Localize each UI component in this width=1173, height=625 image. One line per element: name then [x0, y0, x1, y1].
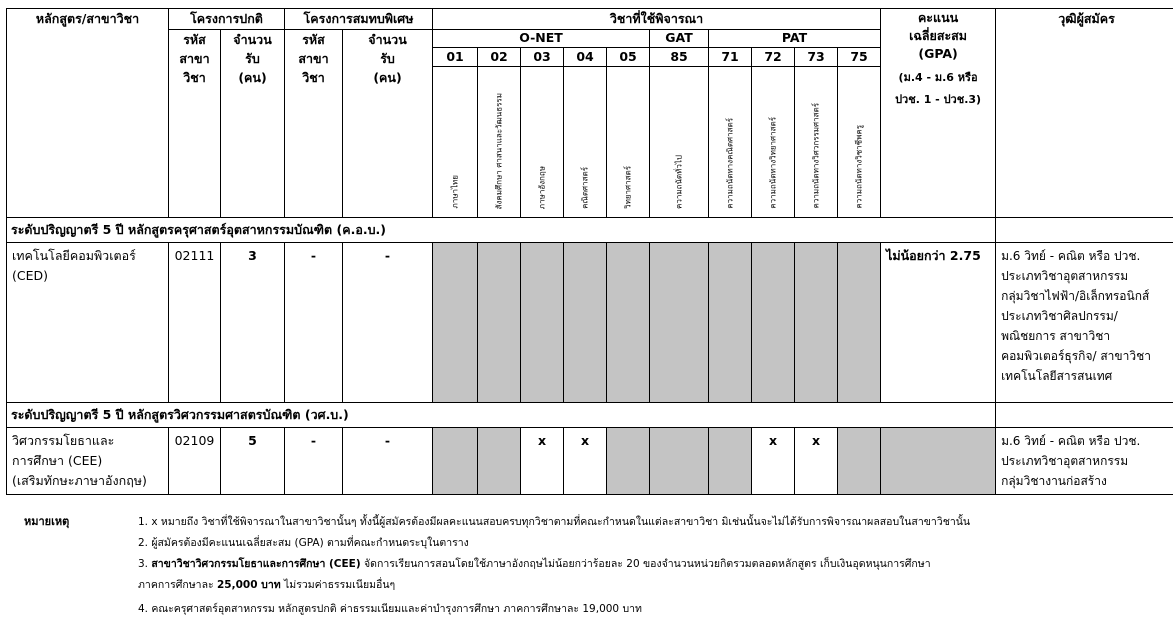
subject-mark: x — [521, 428, 564, 495]
gpa-requirement: ไม่น้อยกว่า 2.75 — [881, 243, 996, 403]
admission-table — [6, 8, 1173, 495]
subject-mark — [478, 243, 521, 403]
program-seats: 5 — [221, 428, 285, 495]
subject-name-label: วิทยาศาสตร์ — [623, 166, 633, 209]
gpa-sub-label: (ม.4 - ม.6 หรือ ปวช. 1 - ปวช.3) — [881, 67, 996, 218]
subject-mark: x — [795, 428, 838, 495]
subject-name-02 — [478, 67, 521, 218]
notes-label: หมายเหตุ — [24, 515, 70, 528]
special-seats: - — [343, 243, 433, 403]
subject-name-label: ความถนัดทางวิศวกรรมศาสตร์ — [811, 103, 821, 209]
subject-mark — [564, 243, 607, 403]
subject-code-04: 04 — [564, 48, 607, 67]
subject-name-05 — [607, 67, 650, 218]
subject-code-02: 02 — [478, 48, 521, 67]
subject-name-label: ความถนัดทางคณิตศาสตร์ — [725, 118, 735, 209]
subject-name-label: ภาษาไทย — [450, 175, 460, 209]
subject-mark — [607, 243, 650, 403]
subject-mark: x — [564, 428, 607, 495]
onet-label: O-NET — [433, 30, 650, 48]
subject-code-72: 72 — [752, 48, 795, 67]
subject-mark — [521, 243, 564, 403]
program-code: 02111 — [169, 243, 221, 403]
subject-code-71: 71 — [709, 48, 752, 67]
regular-code-label: รหัส สาขา วิชา — [169, 30, 221, 218]
subject-name-72 — [752, 67, 795, 218]
subject-name-75 — [838, 67, 881, 218]
header-course: หลักสูตร/สาขาวิชา — [7, 9, 169, 218]
subject-name-label: คณิตศาสตร์ — [580, 167, 590, 209]
subject-name-71 — [709, 67, 752, 218]
note-1: 1. x หมายถึง วิชาที่ใช้พิจารณาในสาขาวิชานั้นๆ ทั้งนี้ผู้สมัครต้องมีผลคะแนนสอบครบทุกวิชาตามที่คณะกำหนดในแต่ละสาขาวิชา มิเช่นนั้นจะไม่ได้รับการพิจารณาผลสอบในสาขาวิชานั้น — [138, 516, 971, 528]
subject-name-label: ความถนัดทางวิทยาศาสตร์ — [768, 117, 778, 209]
subject-mark — [709, 243, 752, 403]
subject-name-73 — [795, 67, 838, 218]
subject-mark — [433, 243, 478, 403]
header-special: โครงการสมทบพิเศษ — [285, 9, 433, 30]
note-2: 2. ผู้สมัครต้องมีคะแนนเฉลี่ยสะสม (GPA) ตามที่คณะกำหนดระบุในตาราง — [138, 537, 469, 549]
subject-name-label: ความถนัดทั่วไป — [674, 155, 684, 209]
subject-code-75: 75 — [838, 48, 881, 67]
subject-code-01: 01 — [433, 48, 478, 67]
subject-mark — [838, 243, 881, 403]
subject-code-05: 05 — [607, 48, 650, 67]
table-row — [7, 243, 1173, 403]
note-3: 3. สาขาวิชาวิศวกรรมโยธาและการศึกษา (CEE) จัดการเรียนการสอนโดยใช้ภาษาอังกฤษไม่น้อยกว่าร้อยละ 20 ของจำนวนหน่วยกิตรวมตลอดหลักสูตร เก็บเงินอุดหนุนการศึกษา — [138, 558, 931, 570]
subject-mark — [478, 428, 521, 495]
subject-name-label: สังคมศึกษา ศาสนาและวัฒนธรรม — [494, 92, 504, 209]
subject-name-label: ภาษาอังกฤษ — [537, 165, 547, 209]
subject-mark — [650, 243, 709, 403]
note-4: 4. คณะครุศาสตร์อุตสาหกรรม หลักสูตรปกติ ค่าธรรมเนียมและค่าบำรุงการศึกษา ภาคการศึกษาละ 19,000 บาท — [138, 603, 642, 615]
header-regular: โครงการปกติ — [169, 9, 285, 30]
section-blank — [996, 403, 1173, 428]
special-code: - — [285, 243, 343, 403]
header-qualification: วุฒิผู้สมัคร — [996, 9, 1173, 218]
subject-name-04 — [564, 67, 607, 218]
regular-seats-label: จำนวน รับ (คน) — [221, 30, 285, 218]
subject-mark — [752, 243, 795, 403]
subject-name-label: ความถนัดทางวิชาชีพครู — [854, 125, 864, 209]
special-seats: - — [343, 428, 433, 495]
special-seats-label: จำนวน รับ (คน) — [343, 30, 433, 218]
program-name: วิศวกรรมโยธาและ การศึกษา (CEE) (เสริมทักษะภาษาอังกฤษ) — [7, 428, 169, 495]
program-code: 02109 — [169, 428, 221, 495]
section-blank — [996, 218, 1173, 243]
subject-mark — [433, 428, 478, 495]
subject-code-85: 85 — [650, 48, 709, 67]
qualification: ม.6 วิทย์ - คณิต หรือ ปวช. ประเภทวิชาอุตสาหกรรม กลุ่มวิชางานก่อสร้าง — [996, 428, 1173, 495]
qualification: ม.6 วิทย์ - คณิต หรือ ปวช. ประเภทวิชาอุตสาหกรรม กลุ่มวิชาไฟฟ้า/อิเล็กทรอนิกส์ ประเภทวิชาศิลปกรรม/ พณิชยการ สาขาวิชา คอมพิวเตอร์ธุรกิจ/ สาขาวิชา เทคโนโลยีสารสนเทศ — [996, 243, 1173, 403]
subject-mark: x — [752, 428, 795, 495]
special-code: - — [285, 428, 343, 495]
subject-mark — [838, 428, 881, 495]
gat-label: GAT — [650, 30, 709, 48]
subject-name-85 — [650, 67, 709, 218]
header-subjects: วิชาที่ใช้พิจารณา — [433, 9, 881, 30]
subject-code-73: 73 — [795, 48, 838, 67]
gpa-requirement — [881, 428, 996, 495]
header-gpa: คะแนน เฉลี่ยสะสม (GPA) — [881, 9, 996, 67]
subject-mark — [709, 428, 752, 495]
special-code-label: รหัส สาขา วิชา — [285, 30, 343, 218]
program-seats: 3 — [221, 243, 285, 403]
subject-mark — [650, 428, 709, 495]
subject-mark — [795, 243, 838, 403]
subject-mark — [607, 428, 650, 495]
pat-label: PAT — [709, 30, 881, 48]
subject-name-03 — [521, 67, 564, 218]
section-title: ระดับปริญญาตรี 5 ปี หลักสูตรครุศาสตร์อุตสาหกรรมบัณฑิต (ค.อ.บ.) — [7, 218, 996, 243]
subject-code-03: 03 — [521, 48, 564, 67]
section-title: ระดับปริญญาตรี 5 ปี หลักสูตรวิศวกรรมศาสตรบัณฑิต (วศ.บ.) — [7, 403, 996, 428]
table-row — [7, 428, 1173, 495]
note-3-cont: ภาคการศึกษาละ 25,000 บาท ไม่รวมค่าธรรมเนียมอื่นๆ — [138, 579, 396, 591]
program-name: เทคโนโลยีคอมพิวเตอร์ (CED) — [7, 243, 169, 403]
subject-name-01 — [433, 67, 478, 218]
